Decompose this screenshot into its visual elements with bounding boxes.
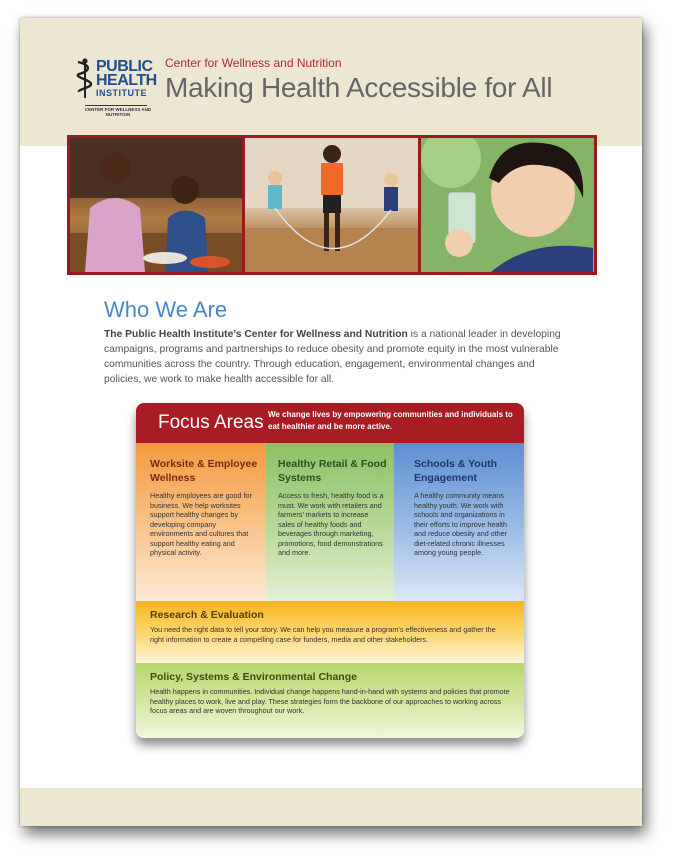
focus-areas-title: Focus Areas: [158, 412, 264, 433]
focus-column-body: Access to fresh, healthy food is a must. We work with retailers and farmers’ markets to increase sales of healthy foods and beverages through marketing, promotions, food demonstrations and more.: [278, 491, 384, 557]
intro-paragraph: [104, 327, 574, 387]
page-title: Making Health Accessible for All: [165, 72, 553, 103]
focus-band-policy: [136, 663, 524, 738]
photo-jumping-rope: [245, 138, 418, 272]
flyer-page: [20, 18, 642, 826]
focus-column-heading: Worksite & Employee Wellness: [150, 458, 258, 484]
caduceus-icon: [75, 58, 95, 100]
photo-boy-drinking-water: [421, 138, 594, 272]
focus-column-heading: Schools & Youth Engagement: [414, 458, 498, 484]
logo-text-health: HEALTH: [96, 72, 157, 89]
intro-lead: The Public Health Institute’s Center for Wellness and Nutrition: [104, 329, 408, 340]
focus-band-heading: Policy, Systems & Environmental Change: [150, 671, 357, 683]
focus-band-heading: Research & Evaluation: [150, 609, 264, 621]
focus-column-heading: Healthy Retail & Food Systems: [278, 458, 387, 484]
org-name: Center for Wellness and Nutrition: [165, 56, 342, 70]
focus-column-schools: [394, 443, 524, 601]
logo-text-public: PUBLIC: [96, 58, 153, 75]
footer-band: [20, 788, 642, 826]
intro-body: is a national leader in developing campaigns, programs and partnerships to reduce obesity and promote equity in the most vulnerable communities across the country. Through education, engagement, environmental changes and policies, we work to make health accessible for all.: [104, 329, 561, 385]
phi-logo: [75, 58, 157, 130]
logo-subtitle: CENTER FOR WELLNESS AND NUTRITION: [84, 107, 152, 117]
focus-areas-header: [136, 403, 524, 443]
focus-band-body: You need the right data to tell your story. We can help you measure a program’s effectiveness and gather the right information to create a compelling case for funders, media and other stakeholders.: [150, 625, 496, 644]
photo-strip: [67, 135, 597, 275]
logo-text-institute: INSTITUTE: [96, 88, 147, 98]
focus-column-retail: [266, 443, 394, 601]
focus-column-worksite: [136, 443, 266, 601]
focus-column-body: A healthy community means healthy youth. We work with schools and organizations in their efforts to improve health and reduce obesity and other diet-related chronic illnesses among young people.: [414, 491, 508, 557]
focus-band-body: Health happens in communities. Individual change happens hand-in-hand with systems and policies that promote healthy places to work, live and play. These strategies form the backbone of our approaches to working across focus areas and are woven throughout our work.: [150, 687, 510, 715]
logo-divider: [85, 105, 147, 106]
section-title-who-we-are: Who We Are: [104, 297, 228, 322]
focus-areas-panel: [136, 403, 524, 738]
photo-family-cooking: [70, 138, 242, 272]
focus-areas-tagline: We change lives by empowering communities and individuals to eat healthier and be more active.: [268, 410, 513, 431]
focus-column-body: Healthy employees are good for business. We help worksites support healthy changes by developing company environments and cultures that support healthy eating and physical activity.: [150, 491, 252, 557]
focus-band-research: [136, 601, 524, 663]
